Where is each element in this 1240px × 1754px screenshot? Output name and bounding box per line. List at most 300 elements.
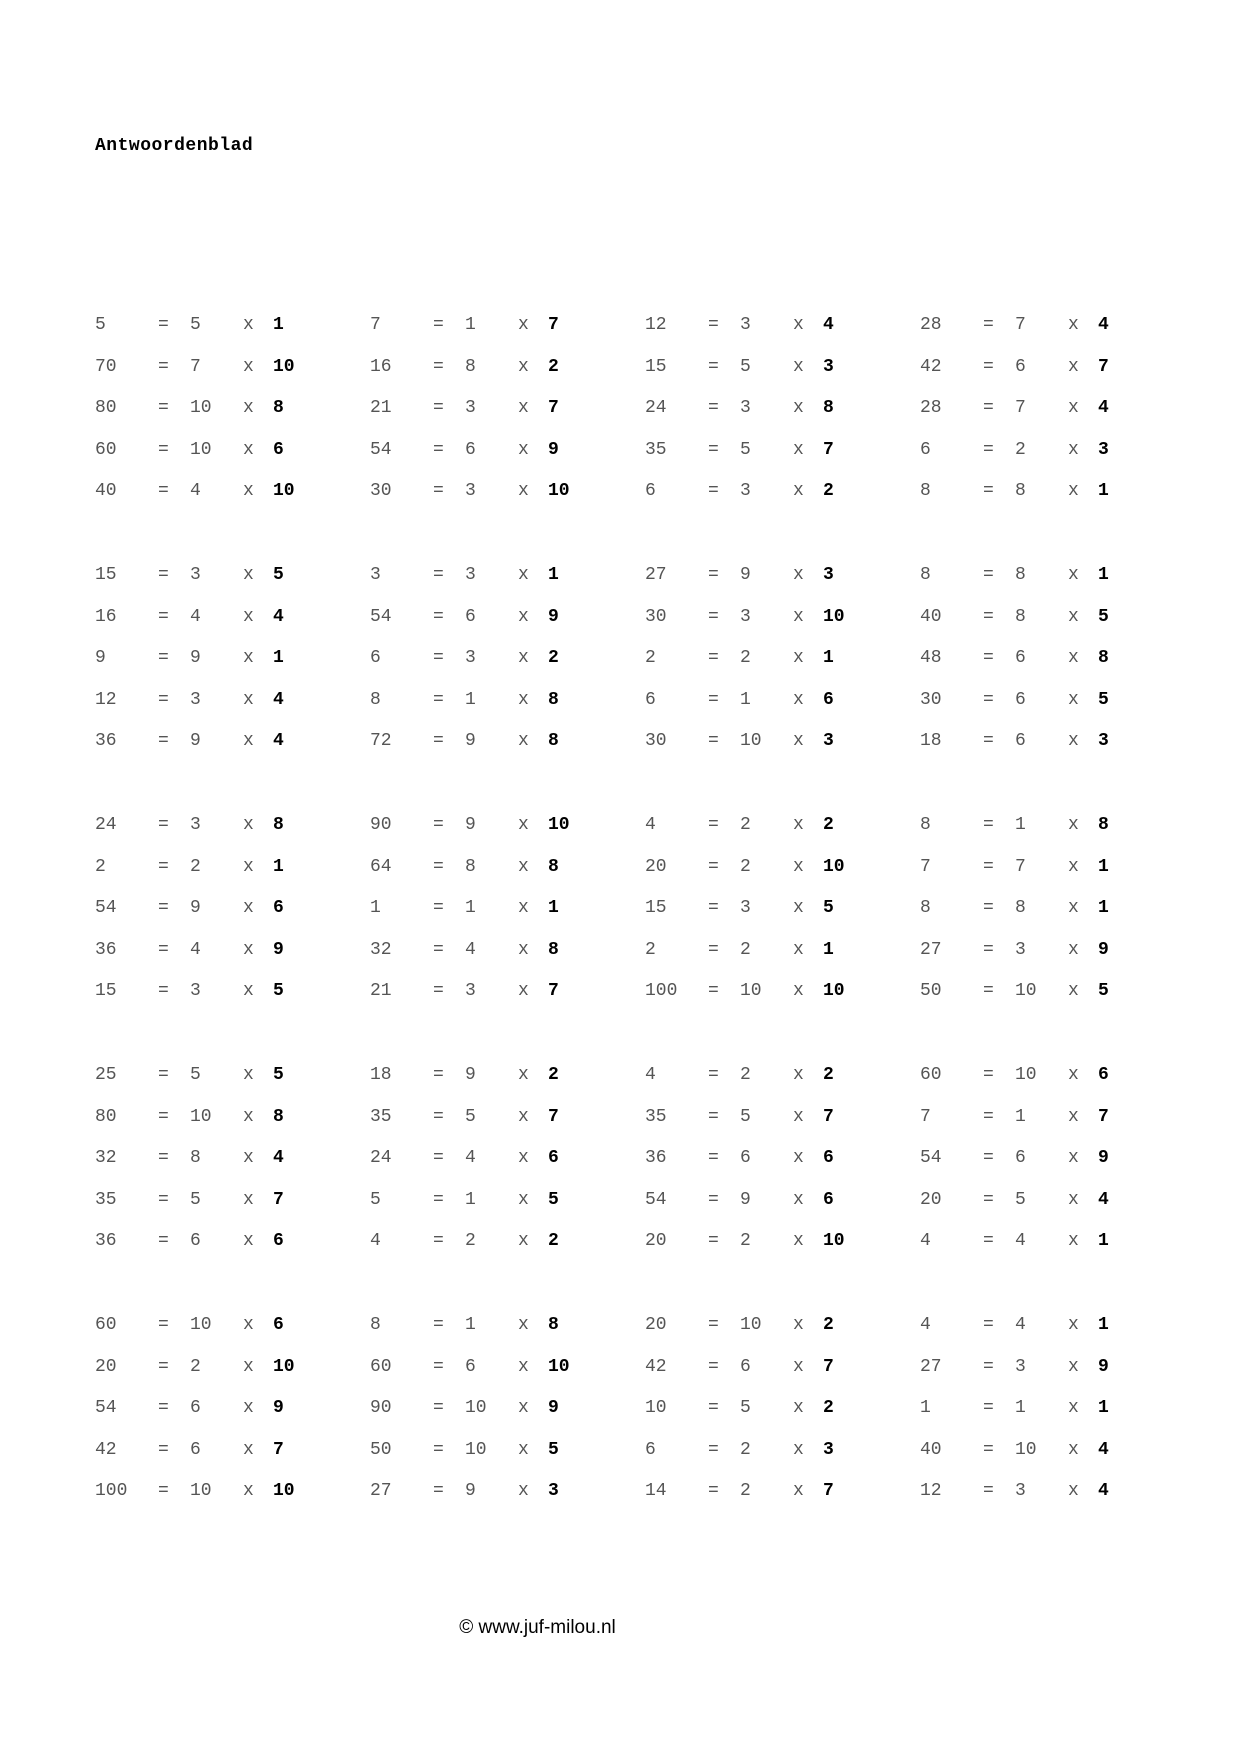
- factor-value: 5: [190, 1189, 201, 1210]
- times-sign: x: [518, 1356, 529, 1377]
- times-sign: x: [518, 648, 529, 668]
- exercise-row: [95, 563, 1145, 605]
- times-sign: x: [793, 315, 804, 335]
- times-sign: x: [243, 1065, 254, 1085]
- answer-value: 8: [548, 689, 559, 710]
- times-sign: x: [1068, 1106, 1079, 1127]
- factor-value: 6: [740, 1148, 751, 1168]
- times-sign: x: [793, 731, 804, 751]
- answer-value: 1: [823, 648, 834, 668]
- equation: [920, 438, 1195, 462]
- exercise-row: [95, 1438, 1145, 1480]
- factor-value: 2: [190, 1356, 201, 1377]
- equation: [920, 813, 1195, 837]
- equation: [95, 813, 370, 837]
- answer-value: 8: [273, 815, 284, 835]
- product-value: 27: [645, 565, 667, 585]
- factor-value: 6: [1015, 356, 1026, 377]
- answer-value: 5: [273, 981, 284, 1001]
- equation: [370, 1063, 645, 1087]
- factor-value: 10: [465, 1439, 487, 1460]
- times-sign: x: [518, 565, 529, 585]
- factor-value: 9: [465, 815, 476, 835]
- equation: [370, 729, 645, 753]
- times-sign: x: [518, 1148, 529, 1168]
- equals-sign: =: [708, 1106, 719, 1127]
- answer-value: 4: [1098, 1439, 1109, 1460]
- answer-value: 8: [823, 398, 834, 418]
- equals-sign: =: [708, 1065, 719, 1085]
- times-sign: x: [793, 1065, 804, 1085]
- equation: [645, 355, 920, 379]
- times-sign: x: [243, 689, 254, 710]
- equation: [370, 313, 645, 337]
- factor-value: 3: [1015, 1481, 1026, 1501]
- times-sign: x: [793, 439, 804, 460]
- equals-sign: =: [708, 815, 719, 835]
- equals-sign: =: [983, 1065, 994, 1085]
- factor-value: 10: [190, 1315, 212, 1335]
- equation: [920, 1396, 1195, 1420]
- factor-value: 2: [740, 1065, 751, 1085]
- times-sign: x: [793, 648, 804, 668]
- equation: [95, 1479, 370, 1503]
- equals-sign: =: [708, 981, 719, 1001]
- times-sign: x: [1068, 1481, 1079, 1501]
- equals-sign: =: [983, 1356, 994, 1377]
- equals-sign: =: [433, 689, 444, 710]
- product-value: 30: [370, 481, 392, 501]
- equals-sign: =: [158, 356, 169, 377]
- factor-value: 6: [465, 606, 476, 627]
- factor-value: 9: [190, 898, 201, 918]
- factor-value: 2: [740, 1439, 751, 1460]
- equals-sign: =: [433, 1356, 444, 1377]
- product-value: 6: [920, 439, 931, 460]
- factor-value: 8: [1015, 565, 1026, 585]
- equation: [95, 938, 370, 962]
- factor-value: 2: [465, 1231, 476, 1251]
- answer-value: 10: [823, 856, 845, 877]
- factor-value: 8: [465, 356, 476, 377]
- product-value: 7: [920, 856, 931, 877]
- answer-value: 10: [823, 1231, 845, 1251]
- equation: [370, 1188, 645, 1212]
- times-sign: x: [1068, 815, 1079, 835]
- equals-sign: =: [983, 606, 994, 627]
- answer-value: 1: [273, 648, 284, 668]
- product-value: 42: [95, 1439, 117, 1460]
- equals-sign: =: [158, 1189, 169, 1210]
- factor-value: 3: [190, 981, 201, 1001]
- equation: [920, 563, 1195, 587]
- factor-value: 1: [1015, 1106, 1026, 1127]
- product-value: 12: [95, 689, 117, 710]
- product-value: 14: [645, 1481, 667, 1501]
- factor-value: 5: [1015, 1189, 1026, 1210]
- equals-sign: =: [158, 939, 169, 960]
- equation: [95, 646, 370, 670]
- product-value: 32: [370, 939, 392, 960]
- equals-sign: =: [983, 1481, 994, 1501]
- factor-value: 8: [1015, 481, 1026, 501]
- equation: [920, 1063, 1195, 1087]
- equation: [95, 1229, 370, 1253]
- product-value: 15: [645, 356, 667, 377]
- product-value: 70: [95, 356, 117, 377]
- factor-value: 3: [465, 981, 476, 1001]
- equals-sign: =: [433, 356, 444, 377]
- times-sign: x: [518, 606, 529, 627]
- equation: [370, 355, 645, 379]
- equation: [920, 938, 1195, 962]
- product-value: 54: [95, 1398, 117, 1418]
- factor-value: 3: [190, 565, 201, 585]
- product-value: 72: [370, 731, 392, 751]
- equals-sign: =: [983, 356, 994, 377]
- factor-value: 4: [190, 606, 201, 627]
- equation: [95, 1146, 370, 1170]
- equals-sign: =: [708, 939, 719, 960]
- answer-value: 9: [273, 1398, 284, 1418]
- equation: [645, 1229, 920, 1253]
- equals-sign: =: [433, 439, 444, 460]
- product-value: 50: [920, 981, 942, 1001]
- product-value: 15: [95, 565, 117, 585]
- factor-value: 3: [740, 398, 751, 418]
- equals-sign: =: [983, 439, 994, 460]
- times-sign: x: [243, 1148, 254, 1168]
- answer-value: 5: [1098, 606, 1109, 627]
- factor-value: 4: [465, 1148, 476, 1168]
- product-value: 24: [645, 398, 667, 418]
- product-value: 4: [645, 1065, 656, 1085]
- times-sign: x: [243, 1315, 254, 1335]
- answer-value: 7: [548, 398, 559, 418]
- product-value: 30: [645, 731, 667, 751]
- product-value: 20: [95, 1356, 117, 1377]
- product-value: 8: [920, 565, 931, 585]
- times-sign: x: [518, 481, 529, 501]
- product-value: 60: [370, 1356, 392, 1377]
- times-sign: x: [518, 398, 529, 418]
- product-value: 8: [920, 898, 931, 918]
- equation: [920, 479, 1195, 503]
- factor-value: 6: [740, 1356, 751, 1377]
- factor-value: 1: [740, 689, 751, 710]
- exercise-row: [95, 355, 1145, 397]
- factor-value: 7: [190, 356, 201, 377]
- product-value: 48: [920, 648, 942, 668]
- answer-value: 10: [273, 1356, 295, 1377]
- times-sign: x: [1068, 439, 1079, 460]
- equation: [370, 855, 645, 879]
- equation: [645, 688, 920, 712]
- product-value: 40: [920, 1439, 942, 1460]
- answer-value: 4: [1098, 1481, 1109, 1501]
- answer-sheet: [95, 313, 1145, 1563]
- equals-sign: =: [708, 1315, 719, 1335]
- product-value: 20: [920, 1189, 942, 1210]
- equation: [370, 396, 645, 420]
- equals-sign: =: [708, 1189, 719, 1210]
- equals-sign: =: [708, 1231, 719, 1251]
- answer-value: 10: [548, 1356, 570, 1377]
- product-value: 8: [920, 815, 931, 835]
- product-value: 2: [645, 939, 656, 960]
- product-value: 1: [370, 898, 381, 918]
- product-value: 28: [920, 398, 942, 418]
- product-value: 2: [95, 856, 106, 877]
- product-value: 40: [920, 606, 942, 627]
- answer-value: 1: [273, 315, 284, 335]
- exercise-row: [95, 1396, 1145, 1438]
- answer-value: 2: [823, 1065, 834, 1085]
- answer-value: 9: [548, 606, 559, 627]
- equation: [920, 605, 1195, 629]
- equation: [645, 896, 920, 920]
- times-sign: x: [1068, 1231, 1079, 1251]
- factor-value: 1: [465, 898, 476, 918]
- factor-value: 1: [1015, 1398, 1026, 1418]
- equation: [95, 396, 370, 420]
- answer-value: 1: [548, 565, 559, 585]
- exercise-row: [95, 688, 1145, 730]
- product-value: 54: [370, 606, 392, 627]
- equation: [95, 1355, 370, 1379]
- equation: [645, 729, 920, 753]
- factor-value: 4: [465, 939, 476, 960]
- equation: [920, 1229, 1195, 1253]
- equals-sign: =: [708, 398, 719, 418]
- product-value: 30: [645, 606, 667, 627]
- answer-value: 1: [1098, 1315, 1109, 1335]
- product-value: 20: [645, 1231, 667, 1251]
- product-value: 1: [920, 1398, 931, 1418]
- times-sign: x: [518, 1398, 529, 1418]
- equation: [370, 479, 645, 503]
- factor-value: 10: [740, 981, 762, 1001]
- product-value: 15: [645, 898, 667, 918]
- times-sign: x: [793, 1189, 804, 1210]
- equals-sign: =: [983, 648, 994, 668]
- product-value: 21: [370, 981, 392, 1001]
- answer-value: 3: [823, 565, 834, 585]
- times-sign: x: [793, 898, 804, 918]
- product-value: 35: [645, 439, 667, 460]
- equals-sign: =: [433, 481, 444, 501]
- times-sign: x: [243, 815, 254, 835]
- equation: [920, 313, 1195, 337]
- product-value: 20: [645, 1315, 667, 1335]
- exercise-row: [95, 813, 1145, 855]
- equals-sign: =: [983, 981, 994, 1001]
- equals-sign: =: [158, 481, 169, 501]
- times-sign: x: [518, 439, 529, 460]
- equals-sign: =: [708, 898, 719, 918]
- answer-value: 5: [1098, 689, 1109, 710]
- equation: [370, 1355, 645, 1379]
- factor-value: 1: [465, 315, 476, 335]
- equation: [370, 1313, 645, 1337]
- equals-sign: =: [158, 898, 169, 918]
- product-value: 35: [95, 1189, 117, 1210]
- equation: [370, 979, 645, 1003]
- times-sign: x: [1068, 565, 1079, 585]
- answer-value: 1: [1098, 856, 1109, 877]
- exercise-row: [95, 1355, 1145, 1397]
- equals-sign: =: [158, 689, 169, 710]
- times-sign: x: [518, 1065, 529, 1085]
- answer-value: 8: [273, 398, 284, 418]
- product-value: 30: [920, 689, 942, 710]
- product-value: 9: [95, 648, 106, 668]
- times-sign: x: [518, 1481, 529, 1501]
- equals-sign: =: [158, 856, 169, 877]
- factor-value: 9: [465, 1065, 476, 1085]
- answer-value: 8: [1098, 815, 1109, 835]
- times-sign: x: [1068, 356, 1079, 377]
- product-value: 25: [95, 1065, 117, 1085]
- times-sign: x: [243, 1481, 254, 1501]
- times-sign: x: [793, 1356, 804, 1377]
- equals-sign: =: [433, 1106, 444, 1127]
- equals-sign: =: [708, 1148, 719, 1168]
- equals-sign: =: [158, 815, 169, 835]
- exercise-row: [95, 1479, 1145, 1521]
- equation: [920, 688, 1195, 712]
- times-sign: x: [243, 398, 254, 418]
- factor-value: 5: [465, 1106, 476, 1127]
- equation: [920, 729, 1195, 753]
- equation: [645, 438, 920, 462]
- times-sign: x: [1068, 1065, 1079, 1085]
- times-sign: x: [793, 1481, 804, 1501]
- factor-value: 3: [1015, 939, 1026, 960]
- times-sign: x: [1068, 981, 1079, 1001]
- factor-value: 10: [740, 1315, 762, 1335]
- times-sign: x: [1068, 898, 1079, 918]
- times-sign: x: [243, 606, 254, 627]
- equation: [645, 605, 920, 629]
- equation: [370, 1105, 645, 1129]
- answer-value: 9: [548, 1398, 559, 1418]
- factor-value: 6: [1015, 689, 1026, 710]
- answer-value: 7: [823, 439, 834, 460]
- times-sign: x: [518, 981, 529, 1001]
- factor-value: 5: [740, 1398, 751, 1418]
- equals-sign: =: [983, 1189, 994, 1210]
- times-sign: x: [793, 1439, 804, 1460]
- equation: [645, 1396, 920, 1420]
- times-sign: x: [243, 981, 254, 1001]
- equals-sign: =: [708, 606, 719, 627]
- equals-sign: =: [158, 1398, 169, 1418]
- answer-value: 1: [1098, 565, 1109, 585]
- exercise-row: [95, 396, 1145, 438]
- equals-sign: =: [983, 1439, 994, 1460]
- equation: [645, 1313, 920, 1337]
- answer-value: 3: [1098, 439, 1109, 460]
- factor-value: 10: [465, 1398, 487, 1418]
- equation: [95, 896, 370, 920]
- exercise-row: [95, 1146, 1145, 1188]
- times-sign: x: [243, 565, 254, 585]
- equation: [645, 979, 920, 1003]
- equation: [95, 979, 370, 1003]
- answer-value: 7: [823, 1356, 834, 1377]
- times-sign: x: [1068, 1315, 1079, 1335]
- factor-value: 8: [465, 856, 476, 877]
- times-sign: x: [243, 1398, 254, 1418]
- factor-value: 3: [465, 398, 476, 418]
- answer-value: 4: [273, 731, 284, 751]
- equals-sign: =: [158, 1065, 169, 1085]
- equals-sign: =: [708, 689, 719, 710]
- equals-sign: =: [433, 1148, 444, 1168]
- equation: [645, 1438, 920, 1462]
- answer-value: 2: [823, 481, 834, 501]
- times-sign: x: [793, 356, 804, 377]
- factor-value: 3: [190, 815, 201, 835]
- times-sign: x: [243, 1189, 254, 1210]
- equation: [95, 1063, 370, 1087]
- equals-sign: =: [433, 815, 444, 835]
- equals-sign: =: [158, 1439, 169, 1460]
- equation: [920, 1188, 1195, 1212]
- factor-value: 4: [1015, 1231, 1026, 1251]
- product-value: 54: [370, 439, 392, 460]
- exercise-block: [95, 1313, 1145, 1563]
- equals-sign: =: [708, 439, 719, 460]
- equals-sign: =: [708, 856, 719, 877]
- times-sign: x: [518, 1315, 529, 1335]
- equation: [370, 1396, 645, 1420]
- factor-value: 3: [740, 481, 751, 501]
- exercise-row: [95, 1313, 1145, 1355]
- answer-value: 10: [548, 815, 570, 835]
- answer-value: 8: [1098, 648, 1109, 668]
- answer-value: 1: [273, 856, 284, 877]
- factor-value: 9: [465, 1481, 476, 1501]
- product-value: 12: [645, 315, 667, 335]
- answer-value: 4: [1098, 398, 1109, 418]
- equation: [920, 1105, 1195, 1129]
- factor-value: 7: [1015, 856, 1026, 877]
- equation: [645, 1105, 920, 1129]
- equals-sign: =: [983, 1106, 994, 1127]
- times-sign: x: [243, 898, 254, 918]
- equals-sign: =: [433, 939, 444, 960]
- times-sign: x: [793, 689, 804, 710]
- answer-value: 5: [548, 1439, 559, 1460]
- product-value: 6: [370, 648, 381, 668]
- times-sign: x: [243, 439, 254, 460]
- equation: [645, 563, 920, 587]
- equals-sign: =: [708, 1439, 719, 1460]
- product-value: 40: [95, 481, 117, 501]
- times-sign: x: [243, 731, 254, 751]
- answer-value: 2: [548, 648, 559, 668]
- exercise-block: [95, 313, 1145, 563]
- product-value: 32: [95, 1148, 117, 1168]
- factor-value: 6: [190, 1439, 201, 1460]
- equals-sign: =: [158, 398, 169, 418]
- equals-sign: =: [983, 689, 994, 710]
- factor-value: 2: [190, 856, 201, 877]
- factor-value: 10: [190, 1481, 212, 1501]
- equals-sign: =: [983, 398, 994, 418]
